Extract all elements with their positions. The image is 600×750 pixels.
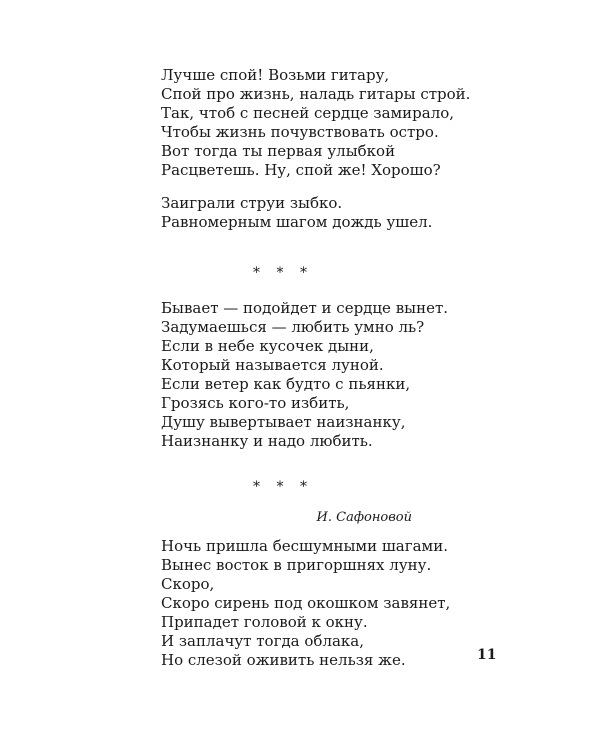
poem-line: Расцветешь. Ну, спой же! Хорошо? bbox=[161, 161, 441, 179]
poem-line: Задумаешься — любить умно ль? bbox=[161, 318, 425, 336]
section-separator: * * * bbox=[253, 479, 313, 495]
poem-line: Бывает — подойдет и сердце вынет. bbox=[161, 299, 449, 317]
poem1-stanza2 bbox=[161, 194, 432, 232]
poem1-stanza1 bbox=[161, 66, 470, 180]
poem-line: Вот тогда ты первая улыбкой bbox=[161, 142, 396, 160]
page-number: 11 bbox=[477, 647, 497, 663]
poem-line: Равномерным шагом дождь ушел. bbox=[161, 213, 433, 231]
poem-line: Душу вывертывает наизнанку, bbox=[161, 413, 406, 431]
poem-line: Вынес восток в пригоршнях луну. bbox=[161, 556, 432, 574]
poem-line: Чтобы жизнь почувствовать остро. bbox=[161, 123, 439, 141]
poem-line: Наизнанку и надо любить. bbox=[161, 432, 373, 450]
poem-line: Спой про жизнь, наладь гитары строй. bbox=[161, 85, 471, 103]
poem-line: Но слезой оживить нельзя же. bbox=[161, 651, 406, 669]
poem-line: Скоро сирень под окошком завянет, bbox=[161, 594, 451, 612]
section-separator: * * * bbox=[253, 265, 313, 281]
poem-line: Припадет головой к окну. bbox=[161, 613, 368, 631]
poem-line: Который называется луной. bbox=[161, 356, 384, 374]
poem-line: Если в небе кусочек дыни, bbox=[161, 337, 374, 355]
poem-line: Грозясь кого-то избить, bbox=[161, 394, 350, 412]
poem-line: Заиграли струи зыбко. bbox=[161, 194, 343, 212]
poem-dedication: И. Сафоновой bbox=[316, 510, 412, 525]
poem-line: Ночь пришла бесшумными шагами. bbox=[161, 537, 448, 555]
poem-line: Так, чтоб с песней сердце замирало, bbox=[161, 104, 455, 122]
poem-line: И заплачут тогда облака, bbox=[161, 632, 365, 650]
poem-line: Лучше спой! Возьми гитару, bbox=[161, 66, 390, 84]
poem-line: Скоро, bbox=[161, 575, 215, 593]
poem2-stanza bbox=[161, 299, 448, 451]
poem-line: Если ветер как будто с пьянки, bbox=[161, 375, 411, 393]
poem3-stanza bbox=[161, 537, 450, 670]
